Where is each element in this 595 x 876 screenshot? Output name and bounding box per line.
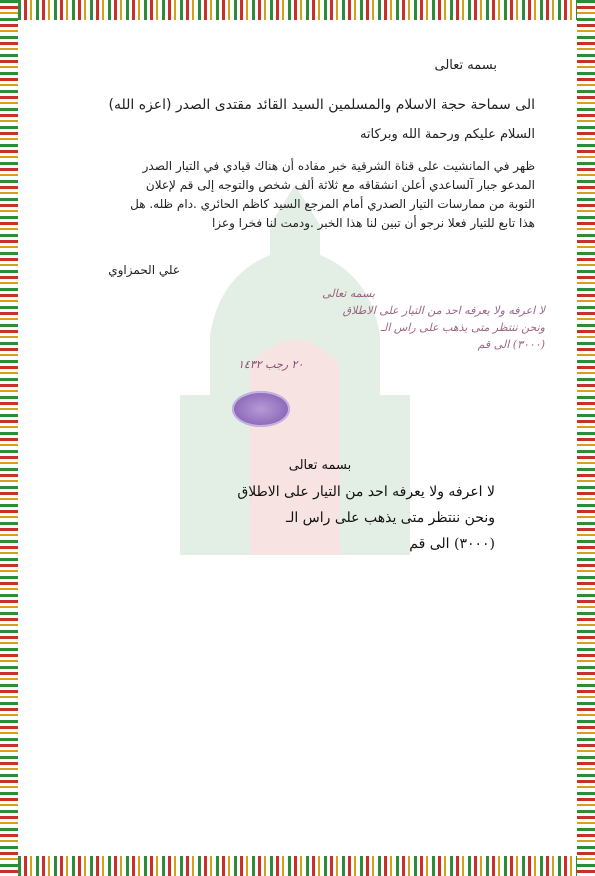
handwritten-line: (٣٠٠٠) الى قم [477, 338, 545, 351]
handwritten-line: بسمه تعالى [322, 287, 375, 300]
decorative-border-bottom [0, 856, 595, 876]
body-line: التوبة من ممارسات التيار الصدري أمام المرجع السيد كاظم الحائري .دام ظله. هل [130, 197, 535, 211]
typed-line: ونحن ننتظر متى يذهب على راس الـ [285, 510, 495, 526]
typed-basmala: بسمه تعالى [288, 458, 352, 473]
handwritten-line: ونحن ننتظر متى يذهب على راس الـ [380, 321, 545, 334]
letter-basmala: بسمه تعالى [434, 58, 497, 73]
seal-stamp [232, 391, 290, 427]
handwritten-line: لا اعرفه ولا يعرفه احد من التيار على الاطلاق [342, 304, 545, 317]
typed-line: (٣٠٠٠) الى قم [409, 536, 495, 552]
letter-addressee: الى سماحة حجة الاسلام والمسلمين السيد القائد مقتدى الصدر (اعزه الله) [108, 97, 535, 113]
body-line: هذا تابع للتيار فعلا نرجو أن تبين لنا هذا الخبر .ودمت لنا فخرا وعزا [211, 216, 535, 230]
typed-line: لا اعرفه ولا يعرفه احد من التيار على الاطلاق [237, 484, 495, 500]
decorative-border-left [0, 0, 18, 876]
decorative-border-top [0, 0, 595, 20]
handwritten-date: ٢٠ رجب ١٤٣٢ [238, 358, 304, 371]
body-line: المدعو جبار آلساعدي أعلن انشقاقه مع ثلاثة ألف شخص والتوجه إلى قم لإعلان [145, 178, 535, 192]
letter-signature: علي الحمزاوي [108, 263, 180, 277]
typed-reply [95, 458, 495, 557]
letter-body [75, 157, 535, 233]
letter-greeting: السلام عليكم ورحمة الله وبركاته [359, 127, 535, 142]
decorative-border-right [577, 0, 595, 876]
body-line: ظهر في المانشيت على قناة الشرقية خبر مفاده أن هناك قيادي في التيار الصدر [142, 159, 535, 173]
